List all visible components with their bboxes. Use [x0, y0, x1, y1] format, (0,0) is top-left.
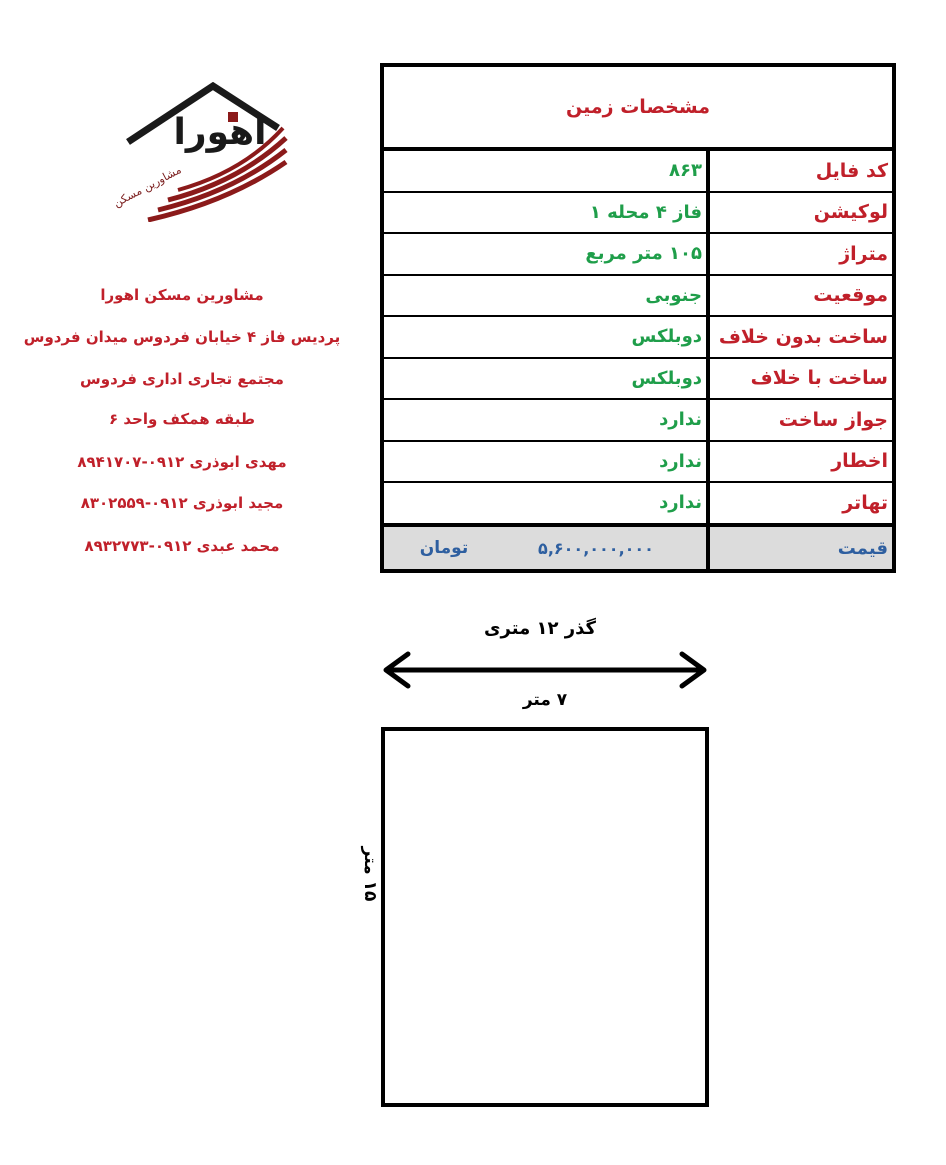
agency-contact: محمد عبدی ۰۹۱۲-۸۹۳۲۷۷۳ — [84, 537, 280, 555]
spec-value: ندارد — [659, 450, 702, 472]
spec-value: ندارد — [659, 409, 702, 431]
spec-value: ۱۰۵ متر مربع — [585, 243, 702, 265]
agency-contact: مجید ابوذری ۰۹۱۲-۸۳۰۲۵۵۹ — [80, 494, 284, 512]
spec-table-title: مشخصات زمین — [384, 67, 892, 151]
spec-value: جنوبی — [645, 284, 702, 306]
spec-label: متراژ — [706, 234, 892, 274]
spec-label: تهاتر — [706, 483, 892, 523]
agency-building: مجتمع تجاری اداری فردوس — [80, 370, 284, 388]
plot-outline — [381, 727, 709, 1107]
spec-value: فاز ۴ محله ۱ — [589, 201, 702, 223]
price-value: ۵,۶۰۰,۰۰۰,۰۰۰ — [538, 538, 654, 558]
spec-row — [384, 359, 892, 401]
spec-value: ندارد — [659, 492, 702, 514]
agency-contact: مهدی ابوذری ۰۹۱۲-۸۹۴۱۷۰۷ — [77, 453, 287, 471]
agency-name: مشاورین مسکن اهورا — [100, 286, 264, 304]
street-width-label: گذر ۱۲ متری — [484, 618, 596, 639]
spec-label: ساخت بدون خلاف — [706, 317, 892, 357]
spec-value: دوبلکس — [631, 367, 702, 389]
logo-tagline: مشاورین مسکن — [111, 163, 184, 210]
spec-value: ۸۶۳ — [669, 160, 702, 182]
spec-label: ساخت با خلاف — [706, 359, 892, 399]
spec-label: لوکیشن — [706, 193, 892, 233]
plot-length-label: ۱۵ متر — [360, 846, 380, 902]
spec-row — [384, 193, 892, 235]
plot-width-label: ۷ متر — [522, 690, 568, 710]
spec-row — [384, 234, 892, 276]
price-currency: تومان — [419, 538, 469, 558]
spec-row — [384, 317, 892, 359]
spec-row — [384, 483, 892, 525]
agency-address: پردیس فاز ۴ خیابان فردوس میدان فردوس — [23, 328, 341, 346]
spec-row — [384, 400, 892, 442]
spec-row — [384, 151, 892, 193]
double-arrow-icon — [378, 648, 712, 692]
spec-row — [384, 276, 892, 318]
spec-value: دوبلکس — [631, 326, 702, 348]
agency-unit: طبقه همکف واحد ۶ — [109, 410, 255, 428]
spec-row — [384, 442, 892, 484]
logo-name: اهورا — [173, 112, 267, 153]
spec-label: اخطار — [706, 442, 892, 482]
price-row — [384, 525, 892, 569]
spec-label: موقعیت — [706, 276, 892, 316]
price-label: قیمت — [706, 527, 892, 569]
land-spec-table — [380, 63, 896, 573]
spec-label: جواز ساخت — [706, 400, 892, 440]
spec-label: کد فایل — [706, 151, 892, 191]
